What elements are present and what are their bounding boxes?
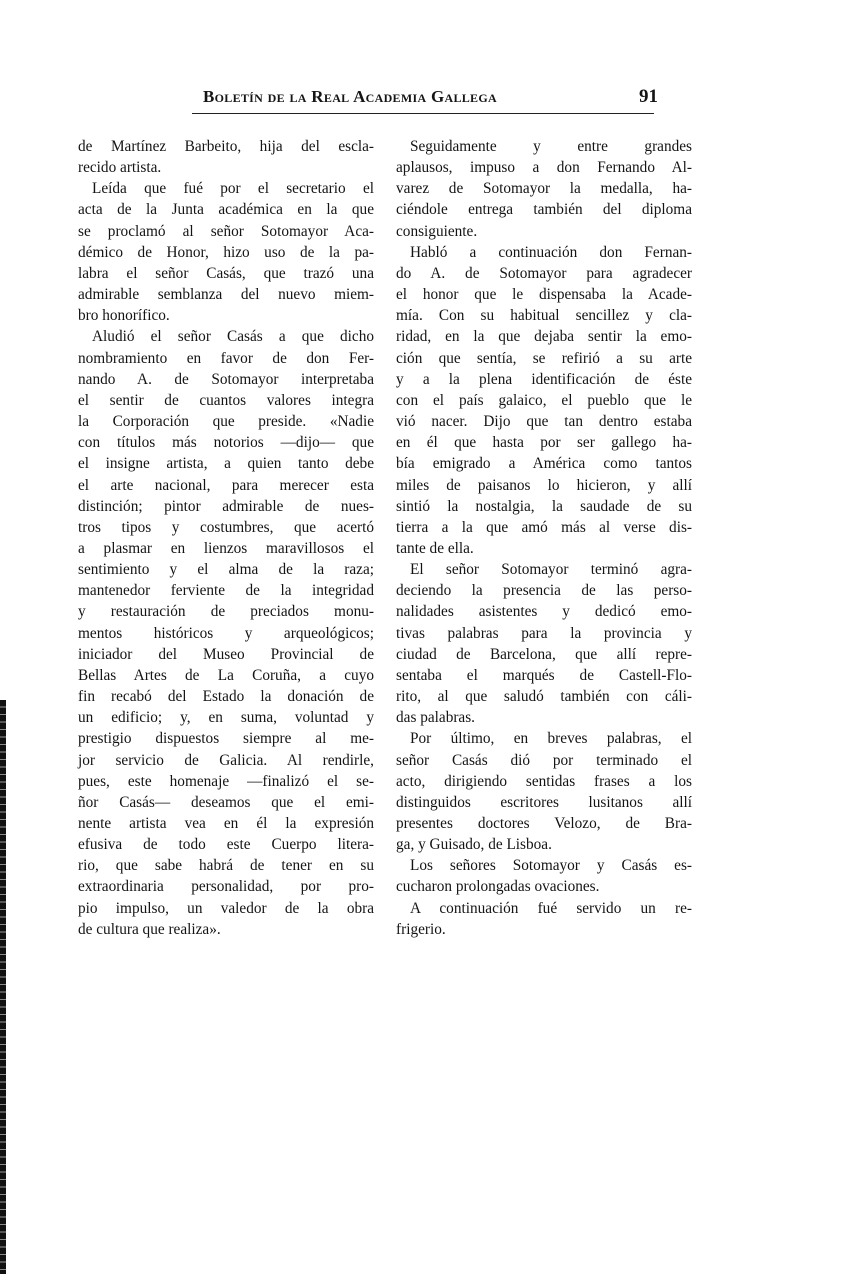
text-line: mía. Con su habitual sencillez y cla- [396, 307, 692, 325]
text-line: labra el señor Casás, que trazó una [78, 264, 374, 282]
text-line: mantenedor ferviente de la integridad [78, 582, 374, 600]
text-line: Por último, en breves palabras, el [410, 730, 692, 748]
text-line: la Corporación que preside. «Nadie [78, 413, 374, 431]
text-line: aplausos, impuso a don Fernando Al- [396, 159, 692, 177]
text-line: distinguidos escritores lusitanos allí [396, 793, 692, 811]
text-line: consiguiente. [396, 222, 478, 240]
text-line: El señor Sotomayor terminó agra- [410, 561, 692, 579]
text-line: nando A. de Sotomayor interpretaba [78, 370, 374, 388]
text-line: sentimiento y el alma de la raza; [78, 561, 374, 579]
text-line: deciendo la presencia de las perso- [396, 582, 692, 600]
text-line: el arte nacional, para merecer esta [78, 476, 374, 494]
text-line: admirable semblanza del nuevo miem- [78, 286, 374, 304]
text-line: bro honorífico. [78, 307, 170, 325]
text-line: Leída que fué por el secretario el [92, 180, 374, 198]
text-line: jor servicio de Galicia. Al rendirle, [78, 751, 374, 769]
running-title: Boletín de la Real Academia Gallega [203, 87, 497, 106]
text-line: a plasmar en lienzos maravillosos el [78, 539, 374, 557]
text-line: iniciador del Museo Provincial de [78, 645, 374, 663]
text-line: ción que sentía, se refirió a su arte [396, 349, 692, 367]
text-line: se proclamó al señor Sotomayor Aca- [78, 222, 374, 240]
text-line: acto, dirigiendo sentidas frases a los [396, 772, 692, 790]
page-header [203, 86, 658, 110]
text-line: nalidades asistentes y dedicó emo- [396, 603, 692, 621]
page-binding-edge [0, 700, 6, 1274]
page-number: 91 [639, 86, 658, 107]
text-line: ga, y Guisado, de Lisboa. [396, 836, 552, 854]
text-line: el sentir de cuantos valores integra [78, 391, 374, 409]
text-line: un edificio; y, en suma, voluntad y [78, 709, 374, 727]
text-line: rio, que sabe habrá de tener en su [78, 857, 374, 875]
text-line: nombramiento en favor de don Fer- [78, 349, 374, 367]
text-line: acta de la Junta académica en la que [78, 201, 374, 219]
text-line: señor Casás dió por terminado el [396, 751, 692, 769]
text-line: presentes doctores Velozo, de Bra- [396, 815, 692, 832]
text-line: pues, este homenaje —finalizó el se- [78, 772, 374, 790]
text-line: con títulos más notorios —dijo— que [78, 434, 374, 452]
text-line: sintió la nostalgia, la saudade de su [396, 497, 692, 515]
text-line: cucharon prolongadas ovaciones. [396, 878, 600, 896]
text-line: fin recabó del Estado la donación de [78, 688, 374, 706]
text-line: varez de Sotomayor la medalla, ha- [396, 180, 692, 198]
text-line: distinción; pintor admirable de nues- [78, 497, 374, 515]
text-line: tros tipos y costumbres, que acertó [78, 518, 374, 536]
text-line: y a la plena identificación de éste [396, 370, 692, 388]
header-rule [192, 113, 654, 114]
text-line: Bellas Artes de La Coruña, a cuyo [78, 666, 374, 684]
text-line: sentaba el marqués de Castell-Flo- [396, 666, 692, 684]
text-line: mentos históricos y arqueológicos; [78, 624, 374, 642]
text-line: ciudad de Barcelona, que allí repre- [396, 645, 692, 663]
text-line: ñor Casás— deseamos que el emi- [78, 793, 374, 811]
text-line: bía emigrado a América como tantos [396, 455, 692, 473]
text-line: el honor que le dispensaba la Acade- [396, 286, 692, 304]
text-line: el insigne artista, a quien tanto debe [78, 455, 374, 473]
text-line: miles de paisanos lo hicieron, y allí [396, 476, 692, 494]
text-line: démico de Honor, hizo uso de la pa- [78, 243, 374, 261]
text-line: pio impulso, un valedor de la obra [78, 899, 374, 917]
text-line: tivas palabras para la provincia y [396, 624, 692, 642]
text-line: Seguidamente y entre grandes [410, 138, 692, 155]
text-line: de Martínez Barbeito, hija del escla- [78, 138, 374, 155]
text-line: do A. de Sotomayor para agradecer [396, 264, 692, 282]
text-line: Habló a continuación don Fernan- [410, 243, 692, 261]
text-line: ridad, en la que dejaba sentir la emo- [396, 328, 692, 346]
text-line: das palabras. [396, 709, 476, 727]
text-line: tierra a la que amó más al verse dis- [396, 518, 692, 536]
left-text-column [78, 136, 374, 940]
text-line: vió nacer. Dijo que tan dentro estaba [396, 413, 692, 431]
text-line: en él que hasta por ser gallego ha- [396, 434, 692, 452]
text-line: frigerio. [396, 920, 446, 938]
text-line: recido artista. [78, 159, 162, 177]
text-line: extraordinaria personalidad, por pro- [78, 878, 374, 896]
text-line: de cultura que realiza». [78, 920, 221, 938]
text-line: Los señores Sotomayor y Casás es- [410, 857, 692, 875]
text-line: rito, al que saludó también con cáli- [396, 688, 692, 706]
text-line: Aludió el señor Casás a que dicho [92, 328, 374, 346]
text-line: con el país galaico, el pueblo que le [396, 391, 692, 409]
text-line: A continuación fué servido un re- [410, 899, 692, 917]
text-line: ciéndole entrega también del diploma [396, 201, 692, 219]
text-line: nente artista vea en él la expresión [78, 815, 374, 832]
text-line: y restauración de preciados monu- [78, 603, 374, 621]
text-line: efusiva de todo este Cuerpo litera- [78, 836, 374, 854]
right-text-column [396, 136, 692, 940]
text-line: tante de ella. [396, 539, 474, 557]
text-line: prestigio dispuestos siempre al me- [78, 730, 374, 748]
